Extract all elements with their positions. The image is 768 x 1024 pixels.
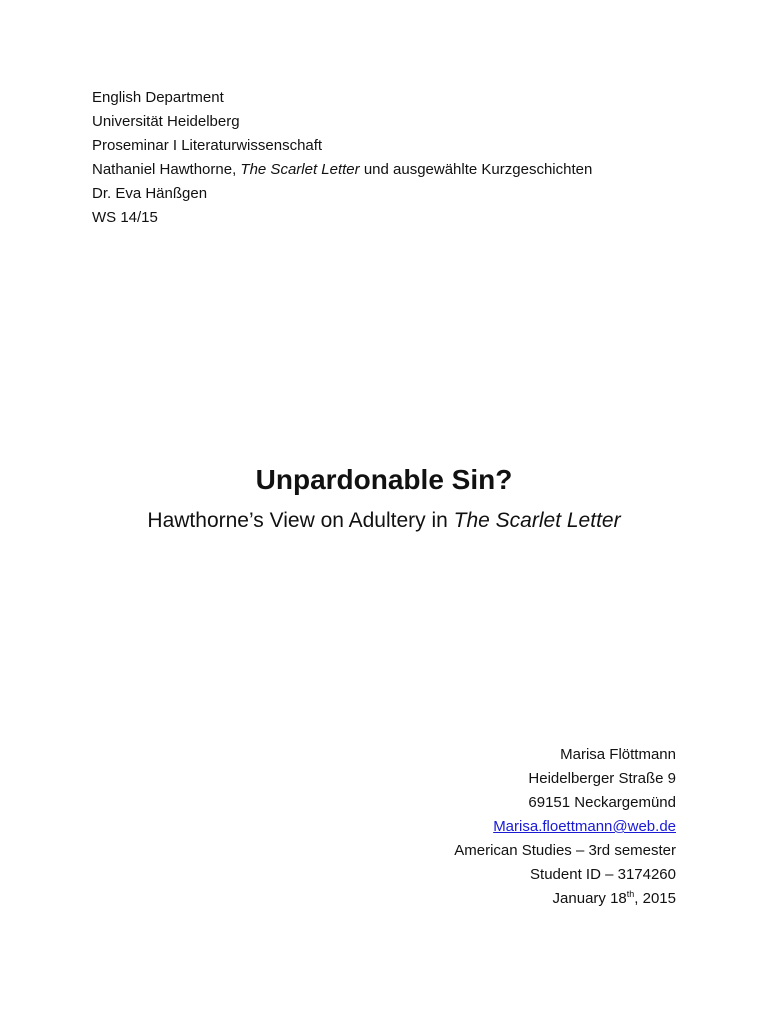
course-prefix: Nathaniel Hawthorne, bbox=[92, 161, 241, 178]
subtitle-prefix: Hawthorne’s View on Adultery in bbox=[147, 509, 454, 532]
term-line: WS 14/15 bbox=[92, 209, 158, 226]
author-program: American Studies – 3rd semester bbox=[454, 842, 676, 859]
author-email-link[interactable]: Marisa.floettmann@web.de bbox=[493, 818, 676, 835]
course-work-title: The Scarlet Letter bbox=[240, 161, 360, 178]
subtitle-work-title: The Scarlet Letter bbox=[453, 509, 621, 532]
paper-subtitle bbox=[0, 506, 768, 536]
author-street: Heidelberger Straße 9 bbox=[528, 770, 676, 787]
department-line: English Department bbox=[92, 89, 224, 106]
course-info-block bbox=[92, 86, 592, 230]
author-city: 69151 Neckargemünd bbox=[528, 794, 676, 811]
date-prefix: January 18 bbox=[552, 890, 627, 907]
seminar-line: Proseminar I Literaturwissenschaft bbox=[92, 137, 323, 154]
course-line bbox=[92, 158, 592, 182]
author-student-id: Student ID – 3174260 bbox=[530, 866, 676, 883]
instructor-line: Dr. Eva Hänßgen bbox=[92, 185, 208, 202]
author-name: Marisa Flöttmann bbox=[560, 746, 676, 763]
date-rest: , 2015 bbox=[634, 890, 676, 907]
author-info-block bbox=[454, 743, 676, 911]
submission-date bbox=[454, 887, 676, 911]
paper-title: Unpardonable Sin? bbox=[255, 464, 513, 495]
author-email-line bbox=[454, 815, 676, 839]
course-suffix: und ausgewählte Kurzgeschichten bbox=[359, 161, 593, 178]
date-ordinal-suffix: th bbox=[626, 889, 635, 899]
university-line: Universität Heidelberg bbox=[92, 113, 240, 130]
